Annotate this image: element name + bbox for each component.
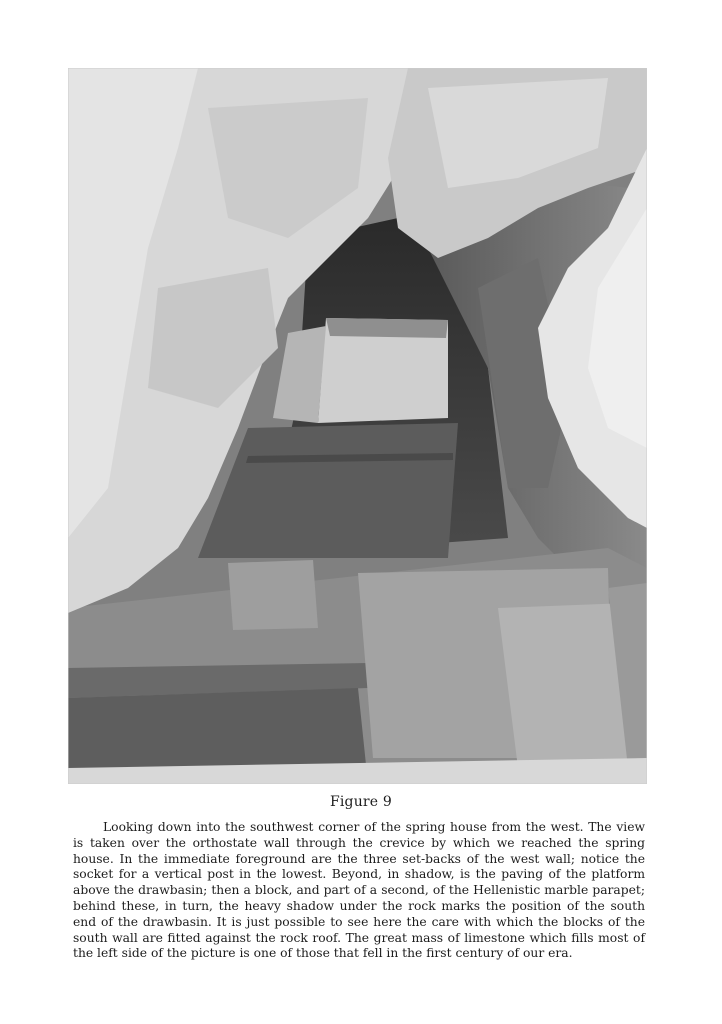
figure-label: Figure 9 (329, 794, 393, 810)
figure-caption: Looking down into the southwest corner of the spring house from the west. The view is taken over the orthostate wall through the crevice by which we reached the spring house. In the immediate foreground are the three set-backs of the west wall; notice the socket for a vertical post in the lowest. Beyond, in shadow, is the paving of the platform above the drawbasin; then a block, and part of a second, of the Hellenistic marble parapet; behind these, in turn, the heavy shadow under the rock marks the position of the south end of the drawbasin. It is just possible to see here the care with which the blocks of the south wall are fitted against the rock roof. The great mass of limestone which fills most of the left side of the picture is one of those that fell in the first century of our era. (73, 820, 645, 961)
figure-photograph (68, 68, 647, 784)
spring-house-photo (68, 68, 647, 784)
